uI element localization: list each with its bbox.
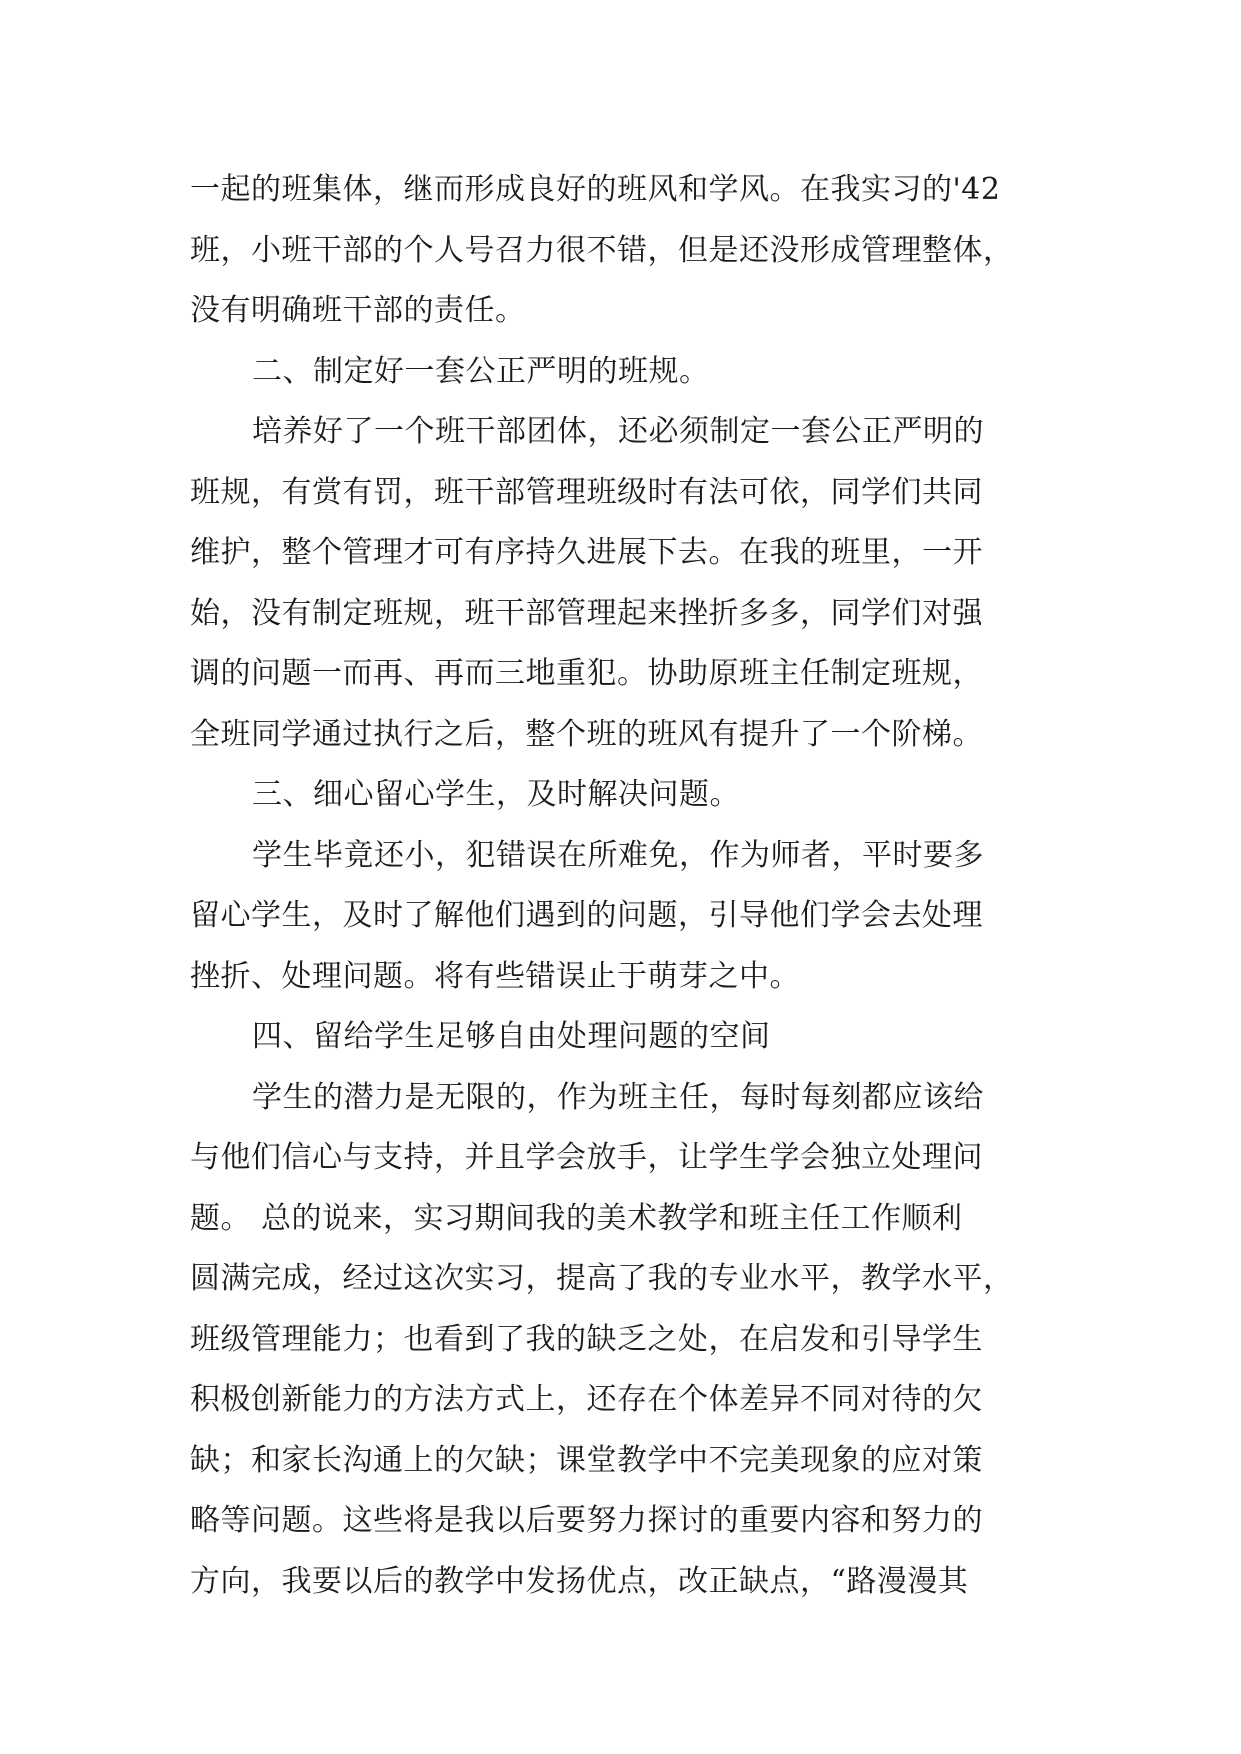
text-line: 学生的潜力是无限的，作为班主任，每时每刻都应该给: [252, 1079, 984, 1115]
text-line: 题。 总的说来，实习期间我的美术教学和班主任工作顺利: [190, 1200, 963, 1236]
text-line: 班，小班干部的个人号召力很不错，但是还没形成管理整体，: [190, 232, 1014, 268]
text-line: 圆满完成，经过这次实习，提高了我的专业水平，教学水平，: [190, 1261, 1014, 1296]
text-line: 缺；和家长沟通上的欠缺；课堂教学中不完美现象的应对策: [190, 1442, 983, 1478]
text-line: 学生毕竟还小，犯错误在所难免，作为师者，平时要多: [252, 837, 984, 873]
text-line: 班级管理能力；也看到了我的缺乏之处，在启发和引导学生: [190, 1321, 983, 1357]
text-line: 积极创新能力的方法方式上，还存在个体差异不同对待的欠: [190, 1382, 983, 1417]
text-line: 方向，我要以后的教学中发扬优点，改正缺点，“路漫漫其: [190, 1563, 969, 1599]
text-line: 班规，有赏有罚，班干部管理班级时有法可依，同学们共同: [190, 474, 983, 510]
section-heading: 三、细心留心学生，及时解决问题。: [252, 777, 740, 812]
text-line: 始，没有制定班规，班干部管理起来挫折多多，同学们对强: [190, 595, 983, 631]
text-line: 与他们信心与支持，并且学会放手，让学生学会独立处理问: [190, 1140, 983, 1175]
text-line: 挫折、处理问题。将有些错误止于萌芽之中。: [190, 958, 800, 994]
section-heading: 四、留给学生足够自由处理问题的空间: [252, 1019, 771, 1054]
text-line: 一起的班集体，继而形成良好的班风和学风。在我实习的'42: [190, 172, 1001, 207]
text-line: 略等问题。这些将是我以后要努力探讨的重要内容和努力的: [190, 1503, 983, 1538]
text-line: 留心学生，及时了解他们遇到的问题，引导他们学会去处理: [190, 898, 983, 933]
text-line: 全班同学通过执行之后，整个班的班风有提升了一个阶梯。: [190, 716, 983, 752]
text-line: 培养好了一个班干部团体，还必须制定一套公正严明的: [252, 414, 984, 449]
section-heading: 二、制定好一套公正严明的班规。: [252, 353, 710, 389]
text-line: 调的问题一而再、再而三地重犯。协助原班主任制定班规，: [190, 656, 983, 691]
text-line: 没有明确班干部的责任。: [190, 293, 526, 328]
document-body: [190, 160, 1060, 1612]
text-line: 维护，整个管理才可有序持久进展下去。在我的班里，一开: [190, 535, 983, 570]
